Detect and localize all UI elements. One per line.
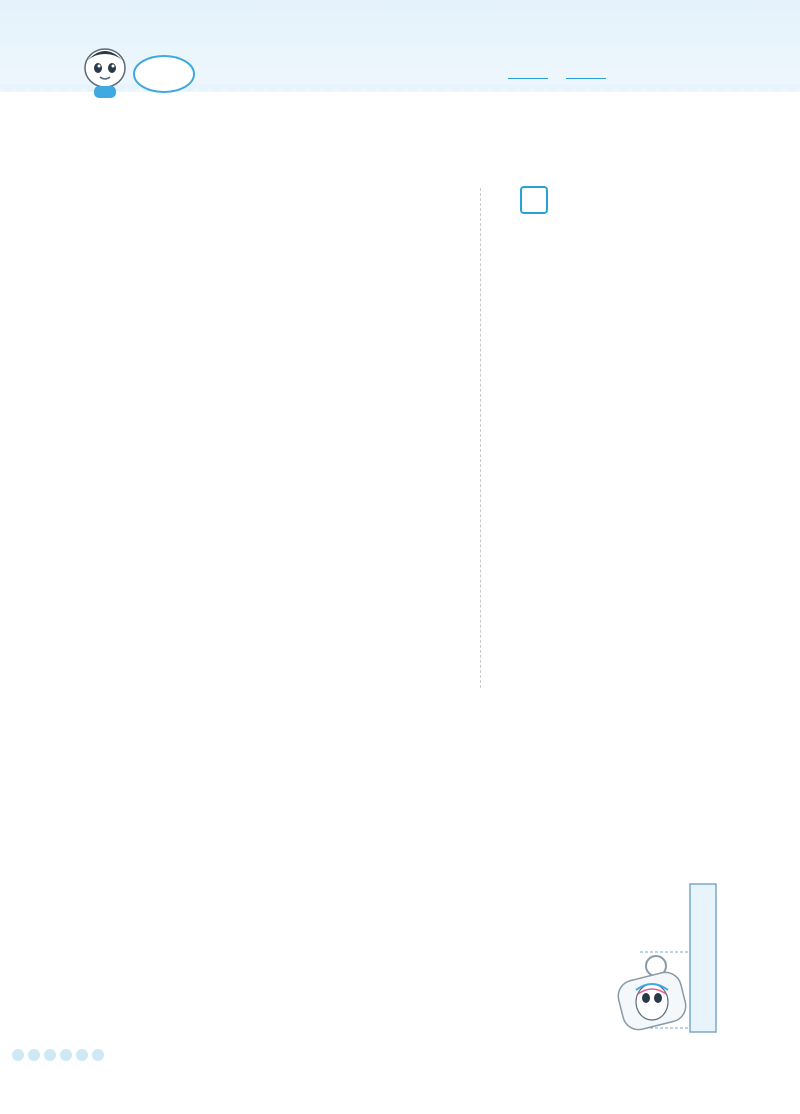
keychain-icon	[615, 956, 689, 1033]
mascot-icon	[80, 42, 130, 100]
time-info	[505, 67, 609, 83]
errors-blank[interactable]	[566, 78, 606, 79]
q2-title	[520, 186, 552, 214]
time-blank[interactable]	[508, 78, 548, 79]
brand-logo	[132, 54, 196, 94]
q2-title-box-icon	[520, 186, 548, 214]
column-divider	[480, 188, 481, 688]
footer-dots	[12, 1046, 108, 1065]
ruler-keychain-illustration	[610, 880, 722, 1036]
ruler-body	[690, 884, 716, 1032]
